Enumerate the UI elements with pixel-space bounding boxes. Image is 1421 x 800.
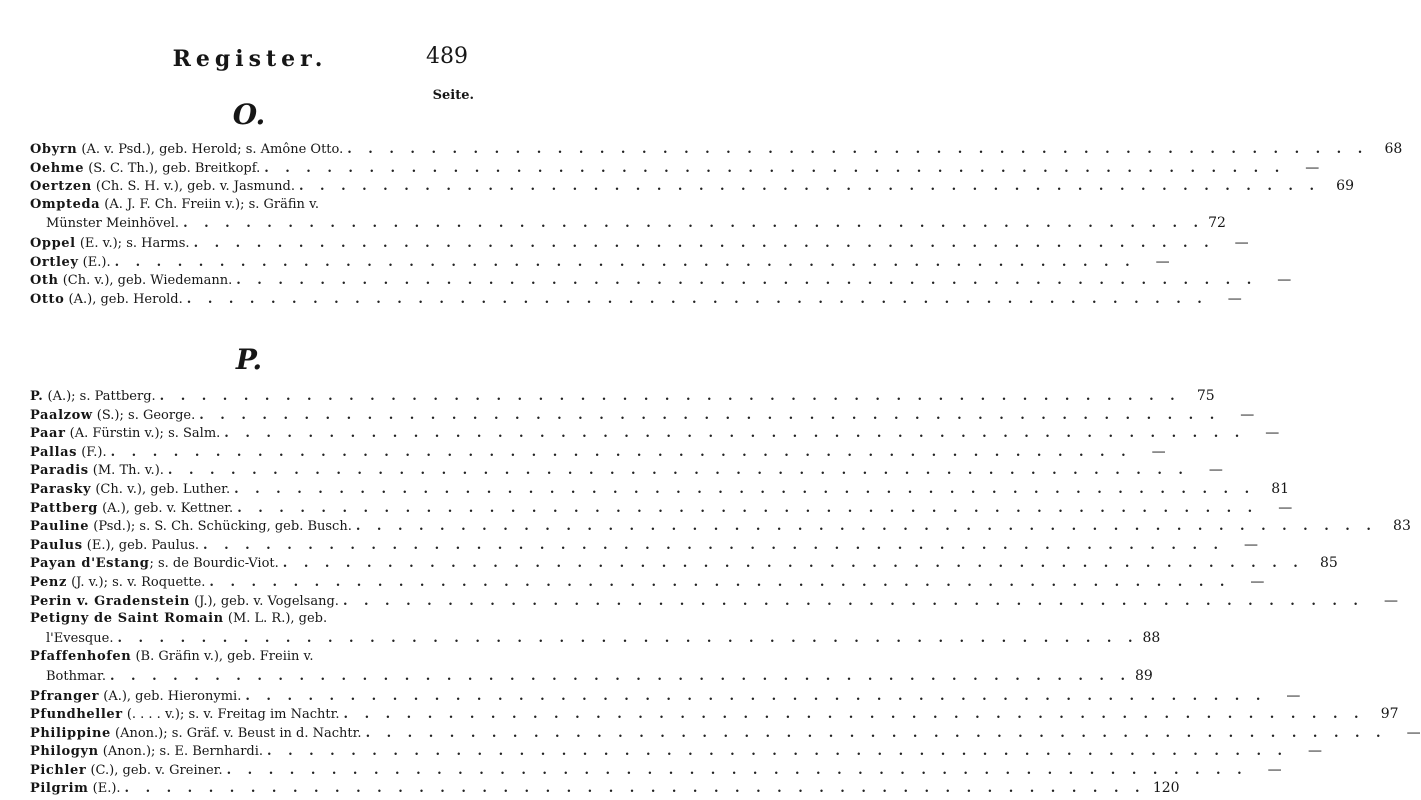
entry-details: (Psd.); s. S. Ch. Schücking, geb. Busch. — [89, 519, 352, 535]
entry-line — [30, 253, 1170, 273]
entry-details: (J. v.); s. v. Roquette. — [66, 574, 206, 590]
entry-text — [30, 407, 195, 426]
entry-details: (E.). — [88, 781, 121, 797]
entry-list-p — [30, 387, 1421, 798]
entry-first-line — [30, 610, 472, 629]
dot-leader — [366, 725, 1387, 744]
register-entry — [30, 724, 1421, 743]
register-entry — [30, 234, 1249, 253]
entry-name: Pichler — [30, 762, 87, 778]
entry-page-number: 72 — [1208, 215, 1226, 232]
entry-page-number: 83 — [1393, 518, 1411, 535]
dot-leader — [227, 762, 1248, 781]
entry-text — [30, 235, 190, 254]
entry-text — [30, 141, 343, 160]
register-entry — [30, 253, 1170, 272]
entry-page-number: — — [1265, 425, 1280, 442]
entry-line — [30, 705, 1399, 725]
entry-line — [30, 406, 1255, 426]
entry-details: (A.), geb. Herold. — [64, 291, 183, 307]
entry-name: Perin v. Gradenstein — [30, 593, 190, 609]
dot-leader — [237, 500, 1258, 519]
entry-name: Penz — [30, 574, 67, 590]
entry-page-number: 81 — [1271, 480, 1290, 497]
register-entry — [30, 761, 1282, 780]
entry-text — [30, 762, 223, 781]
entry-text — [30, 178, 295, 197]
register-entry — [30, 573, 1265, 592]
entry-name: Ompteda — [30, 196, 101, 212]
dot-leader — [234, 481, 1255, 500]
entry-name: P. — [30, 389, 44, 404]
entry-details: (A. J. F. Ch. Freiin v.); s. Gräfin v. — [100, 196, 320, 212]
entry-name: Pfundheller — [30, 707, 123, 723]
entry-details: (Ch. S. H. v.), geb. v. Jasmund. — [91, 179, 295, 195]
dot-leader — [160, 388, 1181, 407]
entry-page-number: 85 — [1319, 555, 1338, 572]
page-column-label: Seite. — [432, 88, 474, 103]
entry-line — [30, 159, 1320, 179]
entry-details: (Ch. v.), geb. Wiedemann. — [58, 273, 233, 289]
entry-name: Oertzen — [30, 179, 92, 195]
dot-leader — [203, 537, 1224, 556]
entry-line — [30, 724, 1421, 744]
entry-details: (Anon.); s. E. Bernhardi. — [98, 744, 264, 760]
register-entry — [30, 140, 1403, 159]
entry-page-number: — — [1151, 443, 1166, 460]
entry-page-number: — — [1208, 462, 1223, 479]
entry-line — [30, 573, 1265, 593]
dot-leader — [117, 631, 1138, 646]
entry-page-number: 68 — [1384, 141, 1403, 157]
register-entry — [30, 177, 1354, 196]
entry-details: (A. Fürstin v.); s. Salm. — [65, 426, 221, 442]
entry-details: (M. L. R.), geb. — [223, 611, 328, 627]
entry-name: Pfaffenhofen — [30, 649, 132, 665]
entry-page-number: — — [1244, 536, 1259, 553]
entry-line — [30, 424, 1280, 444]
entry-page-number: — — [1286, 687, 1301, 704]
dot-leader — [299, 178, 1320, 197]
register-entry — [30, 480, 1290, 499]
dot-leader — [347, 141, 1368, 160]
section-heading-o: O. — [232, 98, 266, 131]
entry-page-number: — — [1227, 290, 1242, 307]
dot-leader — [245, 688, 1266, 707]
entry-text — [30, 272, 232, 291]
entry-text — [30, 780, 121, 799]
entry-name: Paradis — [30, 463, 89, 479]
register-entry — [30, 159, 1320, 178]
dot-leader — [283, 555, 1304, 574]
entry-details: (. . . . v.); s. v. Freitag im Nachtr. — [122, 707, 340, 723]
entry-text — [30, 254, 111, 273]
entry-details: (A.), geb. v. Kettner. — [97, 500, 234, 516]
entry-line — [30, 271, 1292, 291]
register-entry — [30, 406, 1255, 425]
register-entry — [30, 196, 1226, 234]
entry-name: Paar — [30, 426, 66, 442]
entry-continuation: Münster Meinhövel. — [46, 216, 180, 232]
dot-leader — [115, 254, 1136, 273]
entry-text — [30, 537, 199, 556]
entry-page-number: — — [1240, 406, 1255, 423]
entry-text — [30, 518, 352, 537]
entry-name: Philippine — [30, 725, 111, 741]
dot-leader — [267, 743, 1288, 762]
entry-name: Paulus — [30, 537, 83, 553]
entry-line — [30, 761, 1282, 781]
dot-leader — [209, 574, 1230, 593]
register-entry — [30, 554, 1338, 573]
entry-details: ; s. de Bourdic-Viot. — [149, 556, 279, 572]
register-entry — [30, 443, 1166, 462]
entry-line — [30, 140, 1403, 160]
entry-text — [30, 291, 183, 310]
entry-line — [30, 387, 1215, 407]
dot-leader — [187, 291, 1208, 310]
entry-text — [30, 688, 241, 707]
register-entry — [30, 592, 1398, 611]
entry-details: (Ch. v.), geb. Luther. — [91, 481, 231, 497]
entry-name: Philogyn — [30, 744, 99, 760]
entry-text — [30, 500, 233, 519]
entry-details: (A.), geb. Hieronymi. — [99, 688, 242, 704]
register-entry — [30, 499, 1293, 518]
dot-leader — [168, 462, 1189, 481]
entry-name: Oehme — [30, 160, 85, 176]
entry-details: (M. Th. v.). — [88, 463, 164, 479]
entry-text — [30, 743, 263, 762]
dot-leader — [110, 669, 1131, 684]
entry-details: (S.); s. George. — [92, 407, 196, 423]
entry-text — [30, 462, 164, 481]
entry-line — [30, 687, 1301, 707]
entry-continuation: l'Evesque. — [46, 630, 114, 646]
dot-leader — [344, 706, 1365, 725]
entry-text — [30, 555, 279, 574]
entry-page-number: — — [1383, 592, 1398, 609]
entry-name: Pauline — [30, 519, 90, 535]
register-entry — [30, 536, 1259, 555]
section-heading-p: P. — [235, 343, 263, 376]
entry-text — [30, 481, 230, 500]
entry-first-line — [30, 196, 472, 215]
entry-name: Petigny de Saint Romain — [30, 611, 224, 627]
register-entry — [30, 461, 1223, 480]
entry-text — [30, 725, 362, 744]
entry-line — [30, 517, 1411, 537]
entry-text — [30, 706, 340, 725]
entry-line — [30, 499, 1293, 519]
dot-leader — [343, 593, 1364, 612]
register-entry — [30, 610, 1161, 648]
dot-leader — [224, 425, 1245, 444]
entry-page-number: — — [1155, 253, 1170, 270]
entry-text — [30, 160, 260, 179]
entry-details: (E.). — [78, 254, 111, 270]
entry-line — [30, 779, 1180, 799]
dot-leader — [183, 216, 1204, 231]
entry-name: Oppel — [30, 235, 76, 251]
entry-page-number: — — [1305, 159, 1320, 176]
entry-line — [30, 234, 1249, 254]
entry-name: Pallas — [30, 444, 78, 460]
dot-leader — [125, 780, 1146, 799]
dot-leader — [356, 518, 1377, 537]
entry-name: Obyrn — [30, 142, 78, 157]
dot-leader — [194, 235, 1215, 254]
entry-name: Otto — [30, 291, 65, 307]
entry-details: (J.), geb. v. Vogelsang. — [189, 593, 339, 609]
entry-line — [30, 742, 1323, 762]
register-entry — [30, 742, 1323, 761]
entry-line — [30, 592, 1398, 612]
dot-leader — [111, 444, 1132, 463]
register-entry — [30, 779, 1180, 798]
entry-page-number: — — [1308, 743, 1323, 760]
entry-line — [30, 290, 1242, 310]
entry-name: Payan d'Estang — [30, 556, 150, 572]
entry-name: Pattberg — [30, 500, 98, 516]
entry-page-number: 75 — [1196, 388, 1215, 404]
dot-leader — [199, 407, 1220, 426]
register-entry — [30, 648, 1153, 686]
entry-details: (Anon.); s. Gräf. v. Beust in d. Nachtr. — [110, 725, 362, 741]
register-entry — [30, 424, 1280, 443]
register-entry — [30, 687, 1301, 706]
entry-name: Parasky — [30, 481, 92, 497]
register-entry — [30, 290, 1242, 309]
entry-page-number: 88 — [1142, 629, 1161, 646]
entry-name: Pilgrim — [30, 781, 89, 797]
entry-page-number: — — [1250, 573, 1265, 590]
entry-page-number: — — [1267, 761, 1282, 778]
running-title: Register. — [172, 46, 328, 72]
entry-line — [30, 480, 1290, 500]
entry-page-number: 69 — [1336, 178, 1354, 195]
entry-details: (C.), geb. v. Greiner. — [86, 762, 223, 778]
entry-details: (A.); s. Pattberg. — [43, 389, 156, 404]
entry-name: Pfranger — [30, 688, 100, 704]
entry-name: Paalzow — [30, 407, 93, 423]
entry-details: (E.), geb. Paulus. — [82, 537, 200, 553]
entry-page-number: — — [1278, 499, 1293, 516]
entry-text — [30, 425, 220, 444]
entry-line — [30, 461, 1223, 481]
entry-page-number: 120 — [1152, 780, 1180, 797]
register-entry — [30, 387, 1215, 406]
entry-continuation-line — [30, 667, 1153, 687]
entry-page-number: — — [1277, 272, 1292, 289]
register-entry — [30, 517, 1411, 536]
entry-details: (A. v. Psd.), geb. Herold; s. Amône Otto. — [77, 142, 344, 157]
entry-name: Ortley — [30, 254, 79, 270]
entry-page-number: 97 — [1380, 706, 1399, 723]
entry-continuation-line — [30, 214, 1226, 234]
dot-leader — [264, 160, 1285, 179]
page-number: 489 — [426, 44, 468, 69]
running-head — [0, 44, 498, 78]
entry-continuation-line — [30, 629, 1161, 649]
entry-text — [30, 574, 205, 593]
dot-leader — [236, 272, 1257, 291]
entry-list-o — [30, 140, 1403, 308]
register-entry — [30, 705, 1399, 724]
entry-name: Oth — [30, 273, 59, 289]
entry-page-number: 89 — [1135, 667, 1153, 684]
entry-details: (F.). — [77, 444, 107, 460]
entry-page-number: — — [1406, 724, 1421, 741]
entry-details: (E. v.); s. Harms. — [75, 235, 190, 251]
entry-details: (B. Gräfin v.), geb. Freiin v. — [131, 649, 314, 665]
entry-text — [30, 388, 156, 407]
entry-text — [30, 444, 107, 463]
register-entry — [30, 271, 1292, 290]
entry-line — [30, 536, 1259, 556]
entry-details: (S. C. Th.), geb. Breitkopf. — [84, 160, 261, 176]
entry-text — [30, 593, 339, 612]
entry-first-line — [30, 648, 472, 667]
entry-page-number: — — [1234, 234, 1249, 251]
entry-line — [30, 177, 1354, 197]
entry-line — [30, 443, 1166, 463]
entry-line — [30, 554, 1338, 574]
entry-continuation: Bothmar. — [46, 668, 106, 684]
